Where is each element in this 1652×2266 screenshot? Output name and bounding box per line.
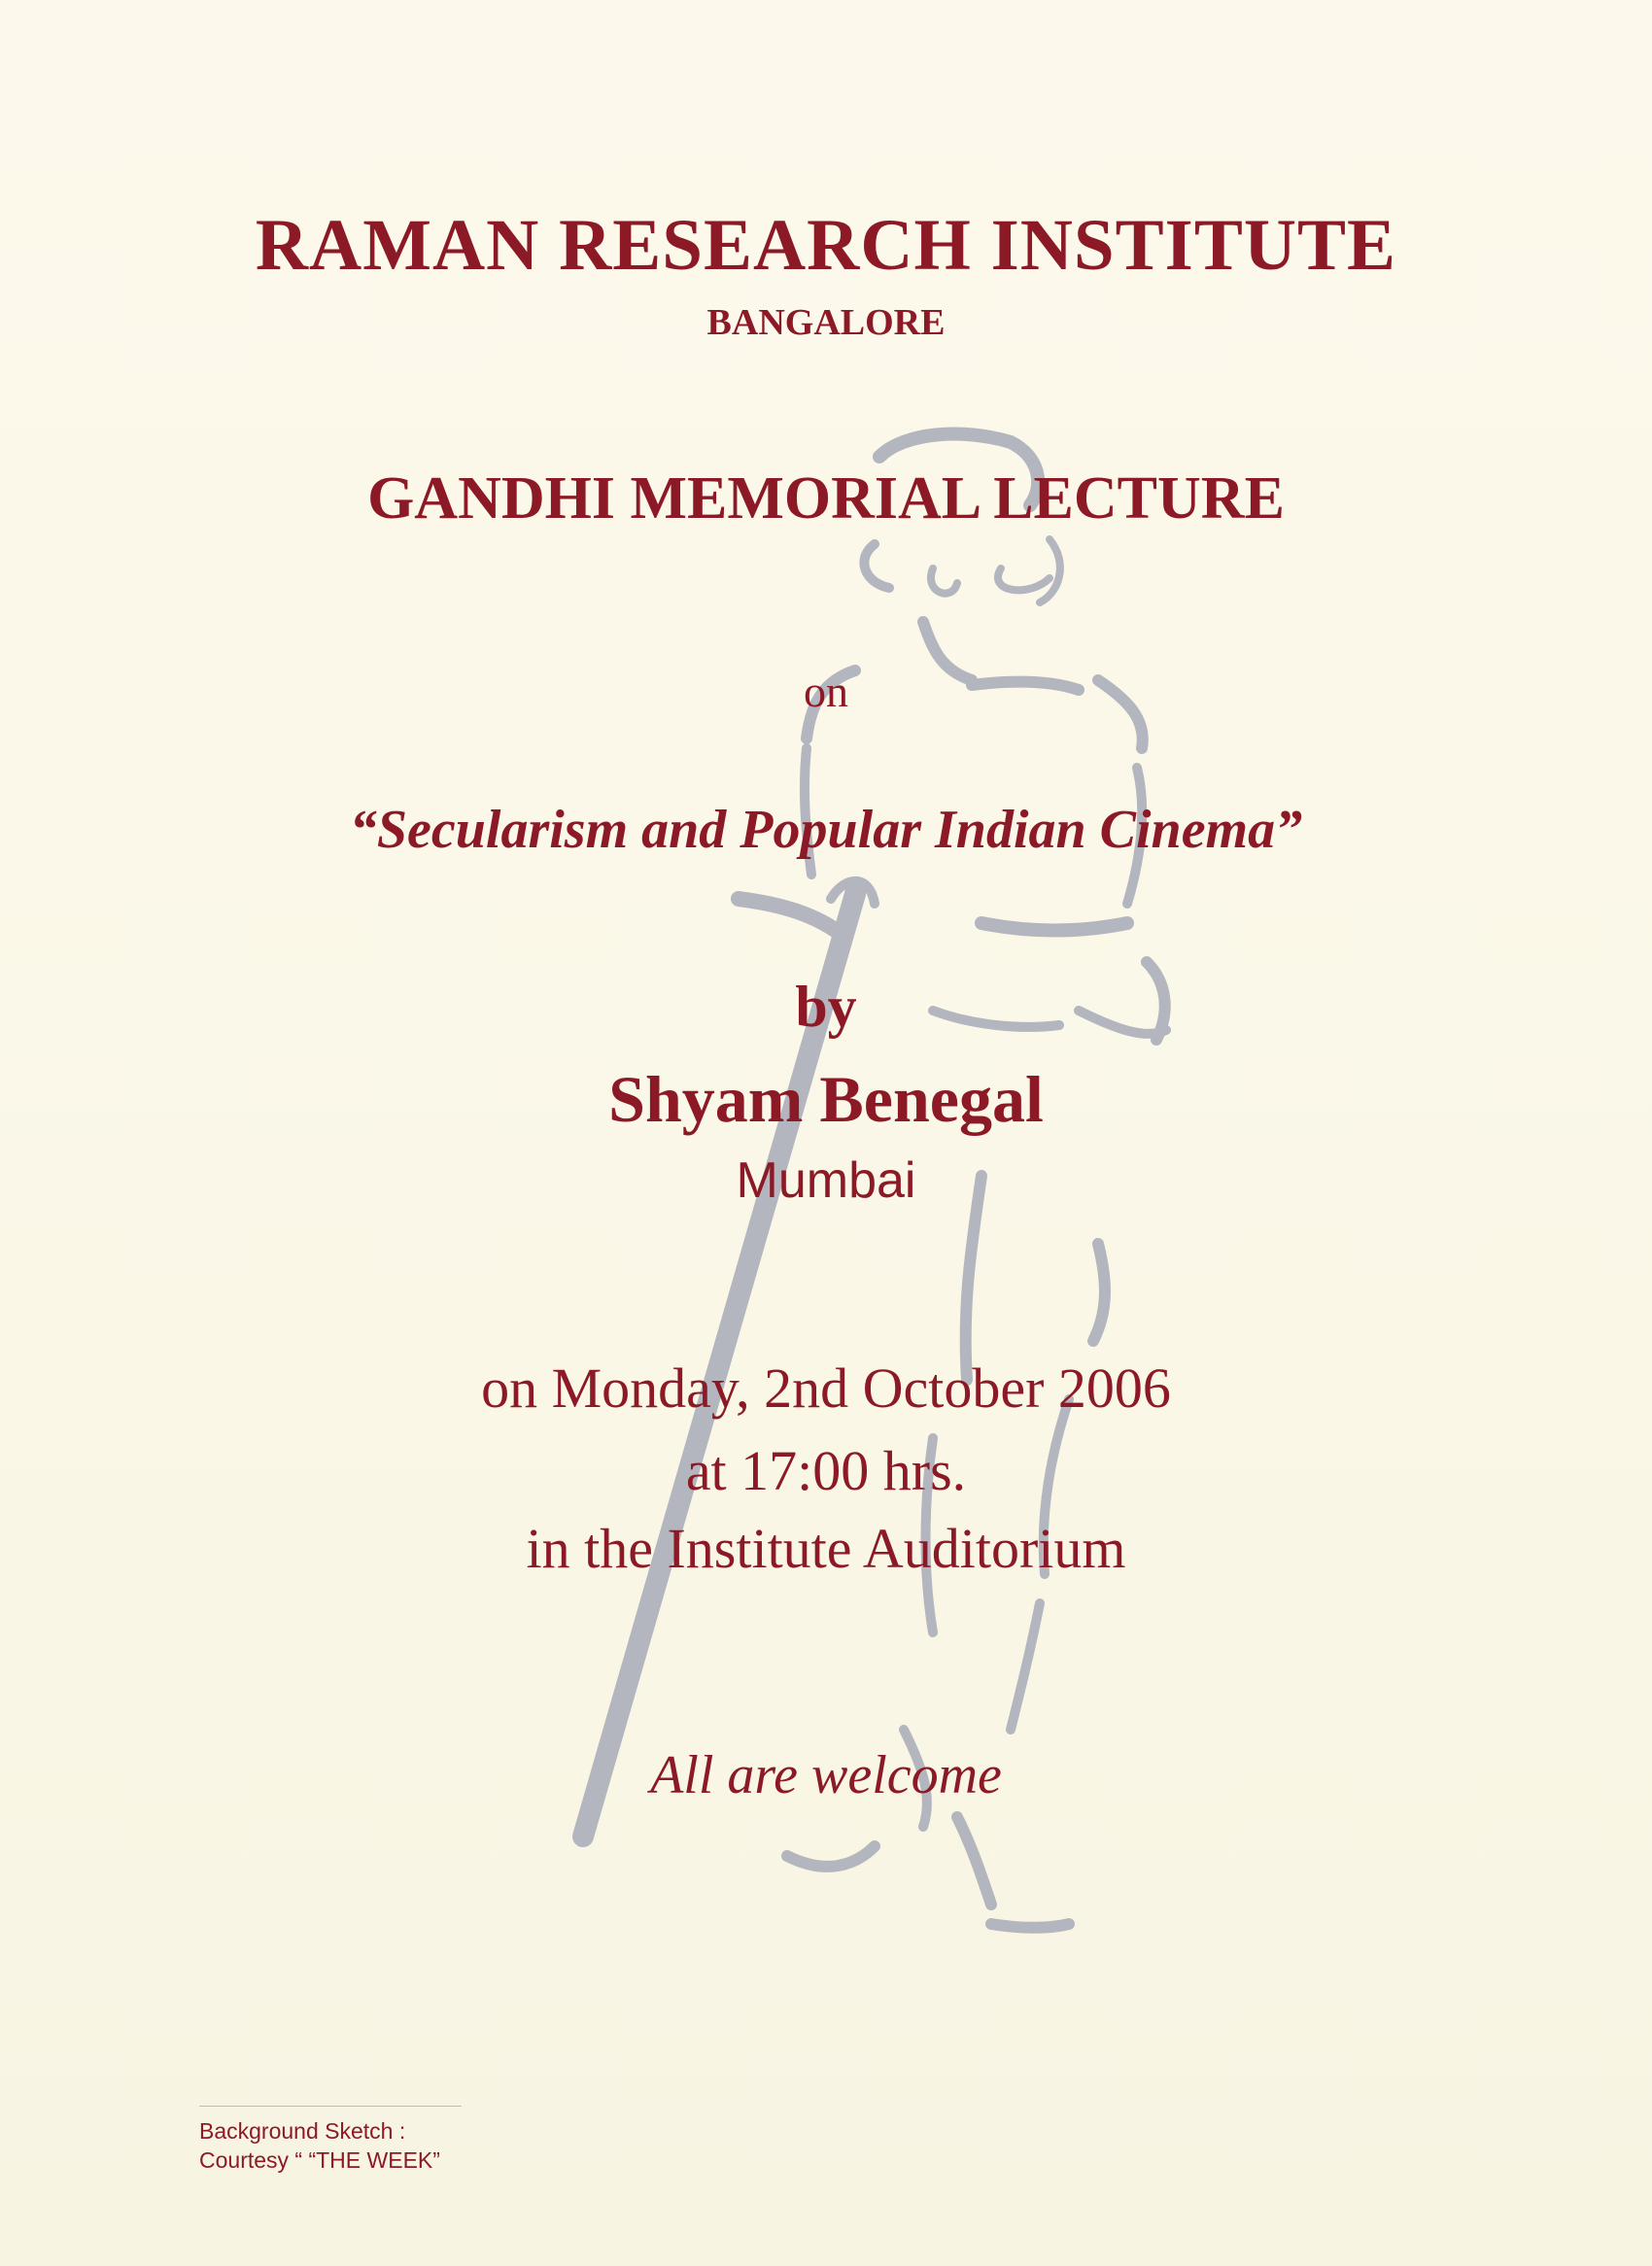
sketch-courtesy-line: Courtesy “ “THE WEEK” bbox=[199, 2147, 440, 2173]
institute-city: BANGALORE bbox=[706, 302, 946, 343]
lecture-on-label: on bbox=[804, 667, 848, 716]
welcome-note: All are welcome bbox=[650, 1745, 1002, 1805]
by-label: by bbox=[795, 975, 857, 1039]
lecture-name: GANDHI MEMORIAL LECTURE bbox=[367, 465, 1285, 532]
event-time: at 17:00 hrs. bbox=[685, 1439, 967, 1502]
event-date: on Monday, 2nd October 2006 bbox=[481, 1356, 1171, 1420]
speaker-name: Shyam Benegal bbox=[608, 1062, 1044, 1136]
lecture-title: “Secularism and Popular Indian Cinema” bbox=[349, 800, 1303, 860]
credit-divider bbox=[199, 2106, 462, 2107]
sketch-credit-line: Background Sketch : bbox=[199, 2118, 406, 2144]
speaker-city: Mumbai bbox=[736, 1152, 916, 1209]
institute-name: RAMAN RESEARCH INSTITUTE bbox=[255, 205, 1397, 286]
event-venue: in the Institute Auditorium bbox=[526, 1517, 1126, 1580]
